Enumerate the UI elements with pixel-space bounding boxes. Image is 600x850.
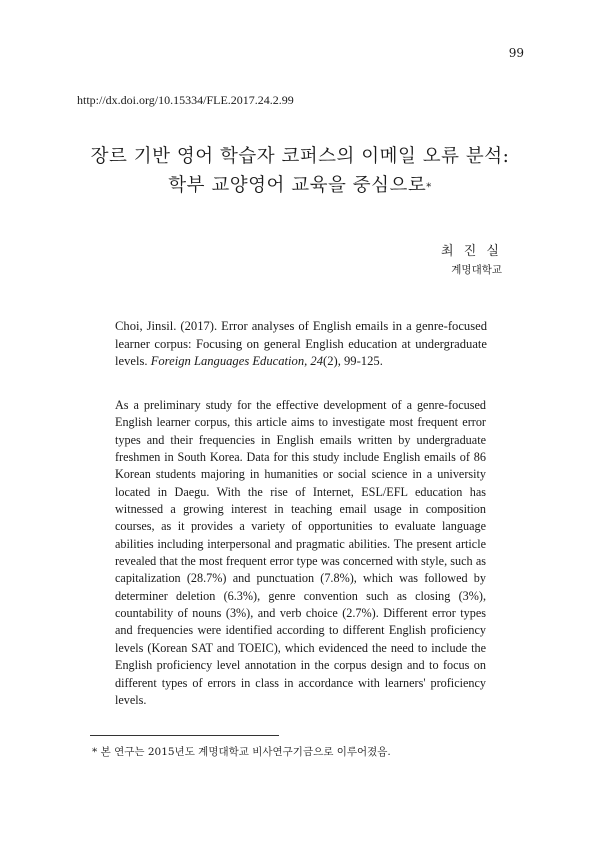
author-name: 최 진 실 <box>441 244 502 259</box>
title-line-2-text: 학부 교양영어 교육을 중심으로 <box>168 175 427 196</box>
footnote: * 본 연구는 2015년도 계명대학교 비사연구기금으로 이루어졌음. <box>92 746 391 758</box>
citation-text: Choi, Jinsil. (2017). Error analyses of English emails in a genre-focused learner corpus: Focusing on general English education at undergraduate levels. <box>115 319 487 368</box>
doi-link[interactable]: http://dx.doi.org/10.15334/FLE.2017.24.2.99 <box>77 93 294 107</box>
citation <box>115 318 487 371</box>
author-affiliation: 계명대학교 <box>451 264 502 276</box>
title-line-1: 장르 기반 영어 학습자 코퍼스의 이메일 오류 분석: <box>90 146 510 167</box>
citation-journal: Foreign Languages Education, 24 <box>150 354 324 368</box>
title-footnote-mark: * <box>426 182 432 193</box>
page-number: 99 <box>508 46 524 60</box>
abstract: As a preliminary study for the effective development of a genre-focused English learner corpus, this article aims to investigate most frequent error types and their frequencies in English emails written by undergraduate freshmen in South Korea. Data for this study include English emails of 86 Korean students majoring in humanities or social science in a university located in Daegu. With the rise of Internet, ESL/EFL education has witnessed a growing interest in teaching email usage in composition courses, as it provides a variety of opportunities to evaluate language abilities including interpersonal and pragmatic abilities. The present article revealed that the most frequent error type was concerned with style, such as capitalization (28.7%) and punctuation (7.8%), which was followed by determiner deletion (6.3%), genre convention such as closing (3%), countability of nouns (3%), and verb choice (2.7%). Different error types and frequencies were identified according to different English proficiency levels (Korean SAT and TOEIC), which evidenced the need to include the English proficiency level annotation in the corpus design and to focus on different types of errors in class in accordance with learners' proficiency levels. <box>115 398 486 707</box>
paper-title <box>0 142 600 200</box>
footnote-divider <box>90 735 279 736</box>
citation-issue-pages: (2), 99-125. <box>323 354 383 368</box>
title-line-2 <box>0 171 600 200</box>
